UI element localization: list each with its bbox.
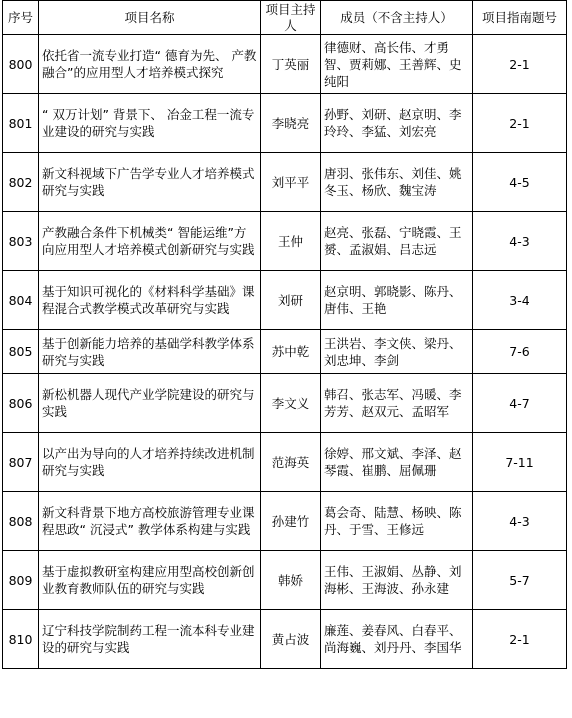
cell-guide: 4-7 <box>473 374 567 433</box>
cell-members: 王伟、王淑娟、丛静、刘海彬、王海波、孙永建 <box>321 551 473 610</box>
table-row <box>3 492 567 551</box>
cell-title: 以产出为导向的人才培养持续改进机制研究与实践 <box>39 433 261 492</box>
project-table <box>2 0 567 669</box>
table-row <box>3 35 567 94</box>
cell-leader: 韩娇 <box>261 551 321 610</box>
cell-leader: 李文义 <box>261 374 321 433</box>
cell-no: 807 <box>3 433 39 492</box>
cell-no: 808 <box>3 492 39 551</box>
table-header-row <box>3 1 567 35</box>
cell-no: 803 <box>3 212 39 271</box>
cell-members: 葛会奇、陆慧、杨映、陈丹、于雪、王修远 <box>321 492 473 551</box>
cell-guide: 7-11 <box>473 433 567 492</box>
cell-title: 新文科视域下广告学专业人才培养模式研究与实践 <box>39 153 261 212</box>
cell-title: 新松机器人现代产业学院建设的研究与实践 <box>39 374 261 433</box>
table-row <box>3 610 567 669</box>
cell-leader: 孙建竹 <box>261 492 321 551</box>
cell-guide: 5-7 <box>473 551 567 610</box>
cell-leader: 刘研 <box>261 271 321 330</box>
table-row <box>3 271 567 330</box>
cell-no: 810 <box>3 610 39 669</box>
cell-members: 韩召、张志军、冯暖、李芳芳、赵双元、孟昭军 <box>321 374 473 433</box>
cell-members: 律德财、高长伟、才勇智、贾莉娜、王善辉、史纯阳 <box>321 35 473 94</box>
table-row <box>3 212 567 271</box>
cell-leader: 李晓亮 <box>261 94 321 153</box>
header-no: 序号 <box>3 1 39 35</box>
cell-no: 802 <box>3 153 39 212</box>
cell-leader: 王仲 <box>261 212 321 271</box>
cell-members: 赵京明、郭晓影、陈丹、唐伟、王艳 <box>321 271 473 330</box>
table-row <box>3 330 567 374</box>
cell-no: 801 <box>3 94 39 153</box>
cell-guide: 4-3 <box>473 212 567 271</box>
cell-guide: 3-4 <box>473 271 567 330</box>
header-members: 成员（不含主持人） <box>321 1 473 35</box>
cell-title: 依托省一流专业打造“ 德育为先、 产教融合”的应用型人才培养模式探究 <box>39 35 261 94</box>
cell-guide: 2-1 <box>473 35 567 94</box>
cell-no: 809 <box>3 551 39 610</box>
cell-members: 廉莲、姜春风、白春平、尚海巍、刘丹丹、李国华 <box>321 610 473 669</box>
cell-members: 唐羽、张伟东、刘佳、姚冬玉、杨欣、魏宝涛 <box>321 153 473 212</box>
cell-guide: 7-6 <box>473 330 567 374</box>
cell-no: 805 <box>3 330 39 374</box>
header-guide: 项目指南题号 <box>473 1 567 35</box>
cell-leader: 苏中乾 <box>261 330 321 374</box>
table-row <box>3 551 567 610</box>
cell-members: 王洪岩、李文侠、梁丹、刘忠坤、李剑 <box>321 330 473 374</box>
cell-members: 孙野、刘研、赵京明、李玲玲、李猛、刘宏亮 <box>321 94 473 153</box>
cell-title: “ 双万计划” 背景下、 冶金工程一流专业建设的研究与实践 <box>39 94 261 153</box>
cell-leader: 黄占波 <box>261 610 321 669</box>
table-row <box>3 94 567 153</box>
cell-no: 800 <box>3 35 39 94</box>
cell-title: 新文科背景下地方高校旅游管理专业课程思政“ 沉浸式” 教学体系构建与实践 <box>39 492 261 551</box>
cell-leader: 范海英 <box>261 433 321 492</box>
cell-title: 基于知识可视化的《材料科学基础》课程混合式教学模式改革研究与实践 <box>39 271 261 330</box>
header-leader: 项目主持人 <box>261 1 321 35</box>
cell-guide: 4-3 <box>473 492 567 551</box>
cell-title: 产教融合条件下机械类“ 智能运维”方向应用型人才培养模式创新研究与实践 <box>39 212 261 271</box>
cell-leader: 刘平平 <box>261 153 321 212</box>
cell-guide: 2-1 <box>473 94 567 153</box>
cell-title: 基于创新能力培养的基础学科教学体系研究与实践 <box>39 330 261 374</box>
cell-guide: 2-1 <box>473 610 567 669</box>
cell-title: 辽宁科技学院制药工程一流本科专业建设的研究与实践 <box>39 610 261 669</box>
table-row <box>3 433 567 492</box>
table-row <box>3 374 567 433</box>
cell-members: 徐婷、邢文斌、李泽、赵琴霞、崔鹏、屈佩珊 <box>321 433 473 492</box>
cell-leader: 丁英丽 <box>261 35 321 94</box>
header-title: 项目名称 <box>39 1 261 35</box>
cell-members: 赵亮、张磊、宁晓霞、王赟、孟淑娟、吕志远 <box>321 212 473 271</box>
cell-title: 基于虚拟教研室构建应用型高校创新创业教育教师队伍的研究与实践 <box>39 551 261 610</box>
table-row <box>3 153 567 212</box>
cell-guide: 4-5 <box>473 153 567 212</box>
cell-no: 804 <box>3 271 39 330</box>
cell-no: 806 <box>3 374 39 433</box>
